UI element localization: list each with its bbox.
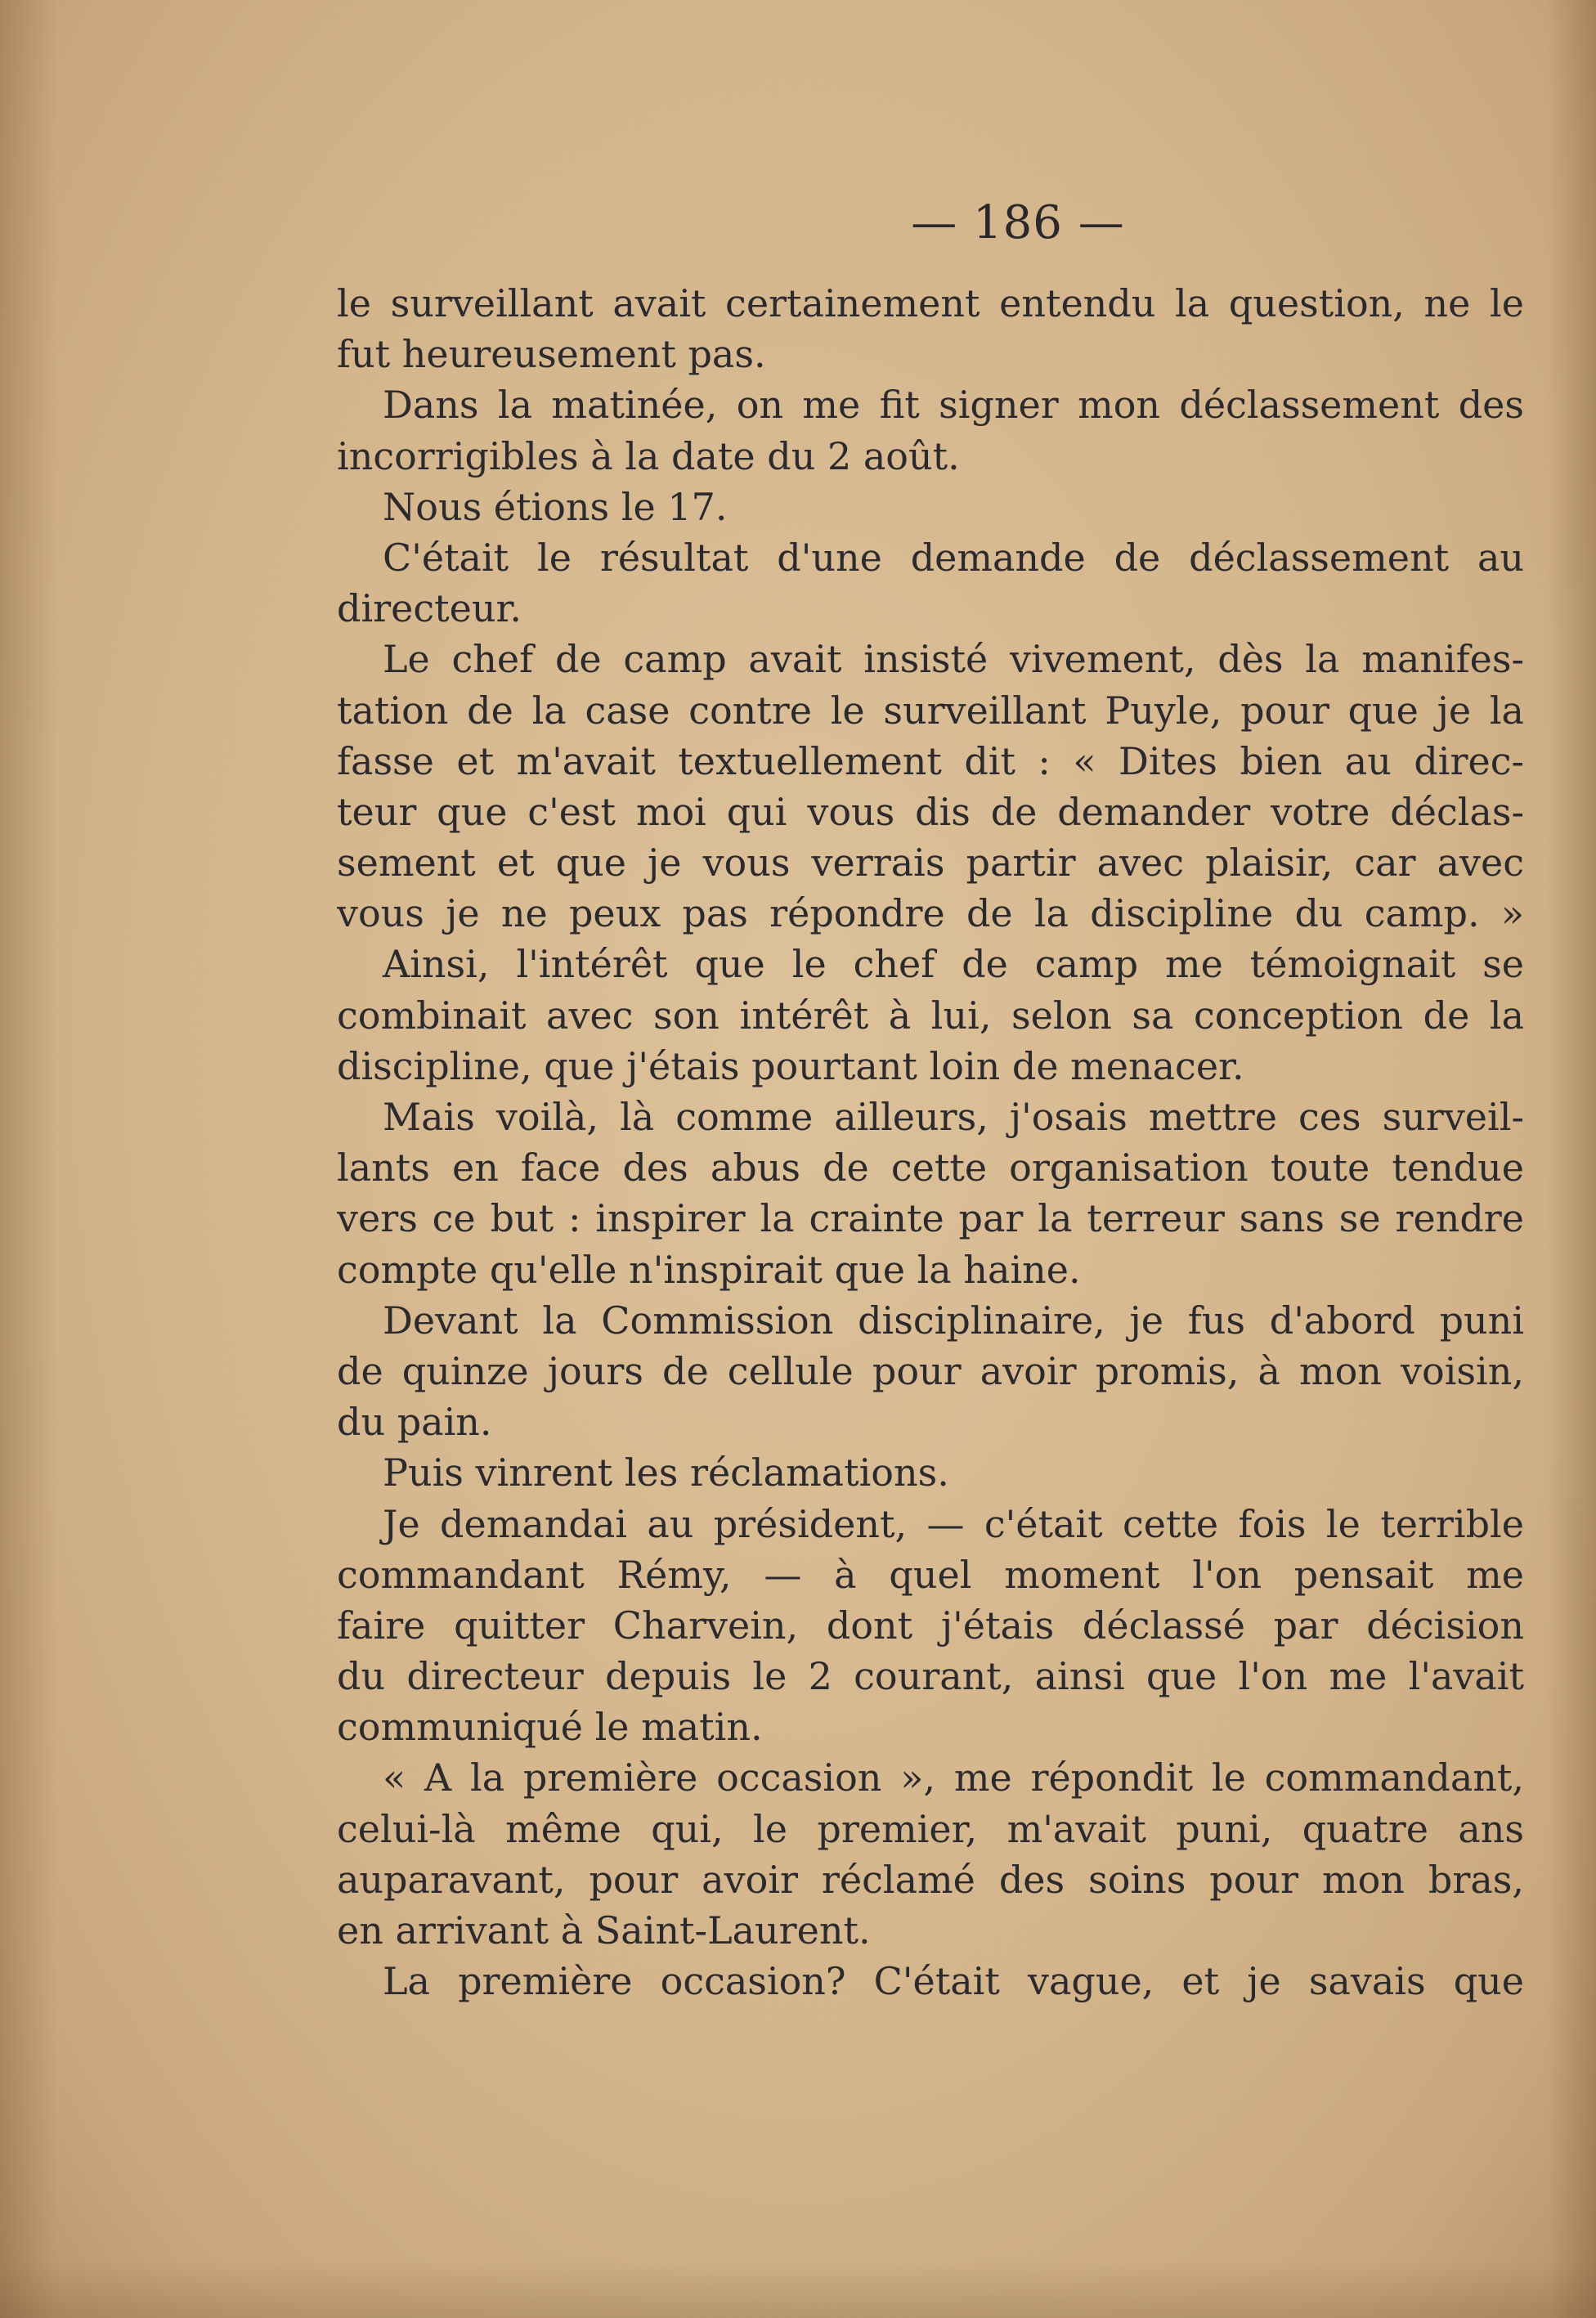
page-number: — 186 —: [911, 196, 1125, 249]
text-line: Mais voilà, là comme ailleurs, j'osais mettre ces surveil-: [383, 1095, 1524, 1139]
text-line: C'était le résultat d'une demande de déclassement au: [383, 535, 1524, 580]
text-line: Nous étions le 17.: [383, 484, 728, 529]
text-line: teur que c'est moi qui vous dis de demander votre déclas-: [337, 789, 1524, 834]
body-text: [337, 278, 1524, 2006]
text-line: directeur.: [337, 586, 522, 631]
text-line: lants en face des abus de cette organisation toute tendue: [337, 1146, 1524, 1190]
text-line: compte qu'elle n'inspirait que la haine.: [337, 1247, 1081, 1292]
text-line: Dans la matinée, on me fit signer mon déclassement des: [383, 383, 1524, 428]
text-line: discipline, que j'étais pourtant loin de menacer.: [337, 1043, 1244, 1088]
text-line: auparavant, pour avoir réclamé des soins pour mon bras,: [337, 1857, 1524, 1902]
text-line: Puis vinrent les réclamations.: [383, 1450, 949, 1495]
text-line: tation de la case contre le surveillant Puyle, pour que je la: [337, 688, 1524, 733]
page-edge-shadow-left: [0, 0, 57, 2318]
text-line: Je demandai au président, — c'était cette fois le terrible: [383, 1501, 1524, 1546]
text-line: le surveillant avait certainement entendu la question, ne le: [337, 281, 1524, 325]
text-line: du pain.: [337, 1400, 492, 1445]
text-line: celui-là même qui, le premier, m'avait puni, quatre ans: [337, 1806, 1524, 1851]
text-line: de quinze jours de cellule pour avoir promis, à mon voisin,: [337, 1348, 1524, 1393]
text-line: en arrivant à Saint-Laurent.: [337, 1908, 871, 1953]
text-line: Le chef de camp avait insisté vivement, dès la manifes-: [383, 637, 1524, 682]
text-line: commandant Rémy, — à quel moment l'on pensait me: [337, 1552, 1524, 1597]
text-line: incorrigibles à la date du 2 août.: [337, 433, 960, 478]
text-line: sement et que je vous verrais partir avec plaisir, car avec: [337, 841, 1524, 886]
text-line: « A la première occasion », me répondit le commandant,: [383, 1755, 1524, 1800]
text-line: du directeur depuis le 2 courant, ainsi que l'on me l'avait: [337, 1654, 1524, 1699]
text-line: vous je ne peux pas répondre de la discipline du camp. »: [337, 891, 1524, 936]
text-line: vers ce but : inspirer la crainte par la terreur sans se rendre: [337, 1196, 1524, 1241]
page-edge-shadow-bottom: [0, 2261, 1596, 2318]
text-line: La première occasion? C'était vague, et je savais que: [383, 1959, 1524, 2004]
text-line: fut heureusement pas.: [337, 332, 766, 377]
text-line: communiqué le matin.: [337, 1705, 763, 1750]
page-edge-shadow-right: [1547, 0, 1596, 2318]
text-line: combinait avec son intérêt à lui, selon sa conception de la: [337, 993, 1524, 1038]
text-line: Ainsi, l'intérêt que le chef de camp me témoignait se: [383, 942, 1524, 987]
text-line: faire quitter Charvein, dont j'étais déclassé par décision: [337, 1603, 1524, 1648]
text-line: fasse et m'avait textuellement dit : « Dites bien au direc-: [337, 738, 1524, 783]
text-line: Devant la Commission disciplinaire, je fus d'abord puni: [383, 1298, 1524, 1343]
